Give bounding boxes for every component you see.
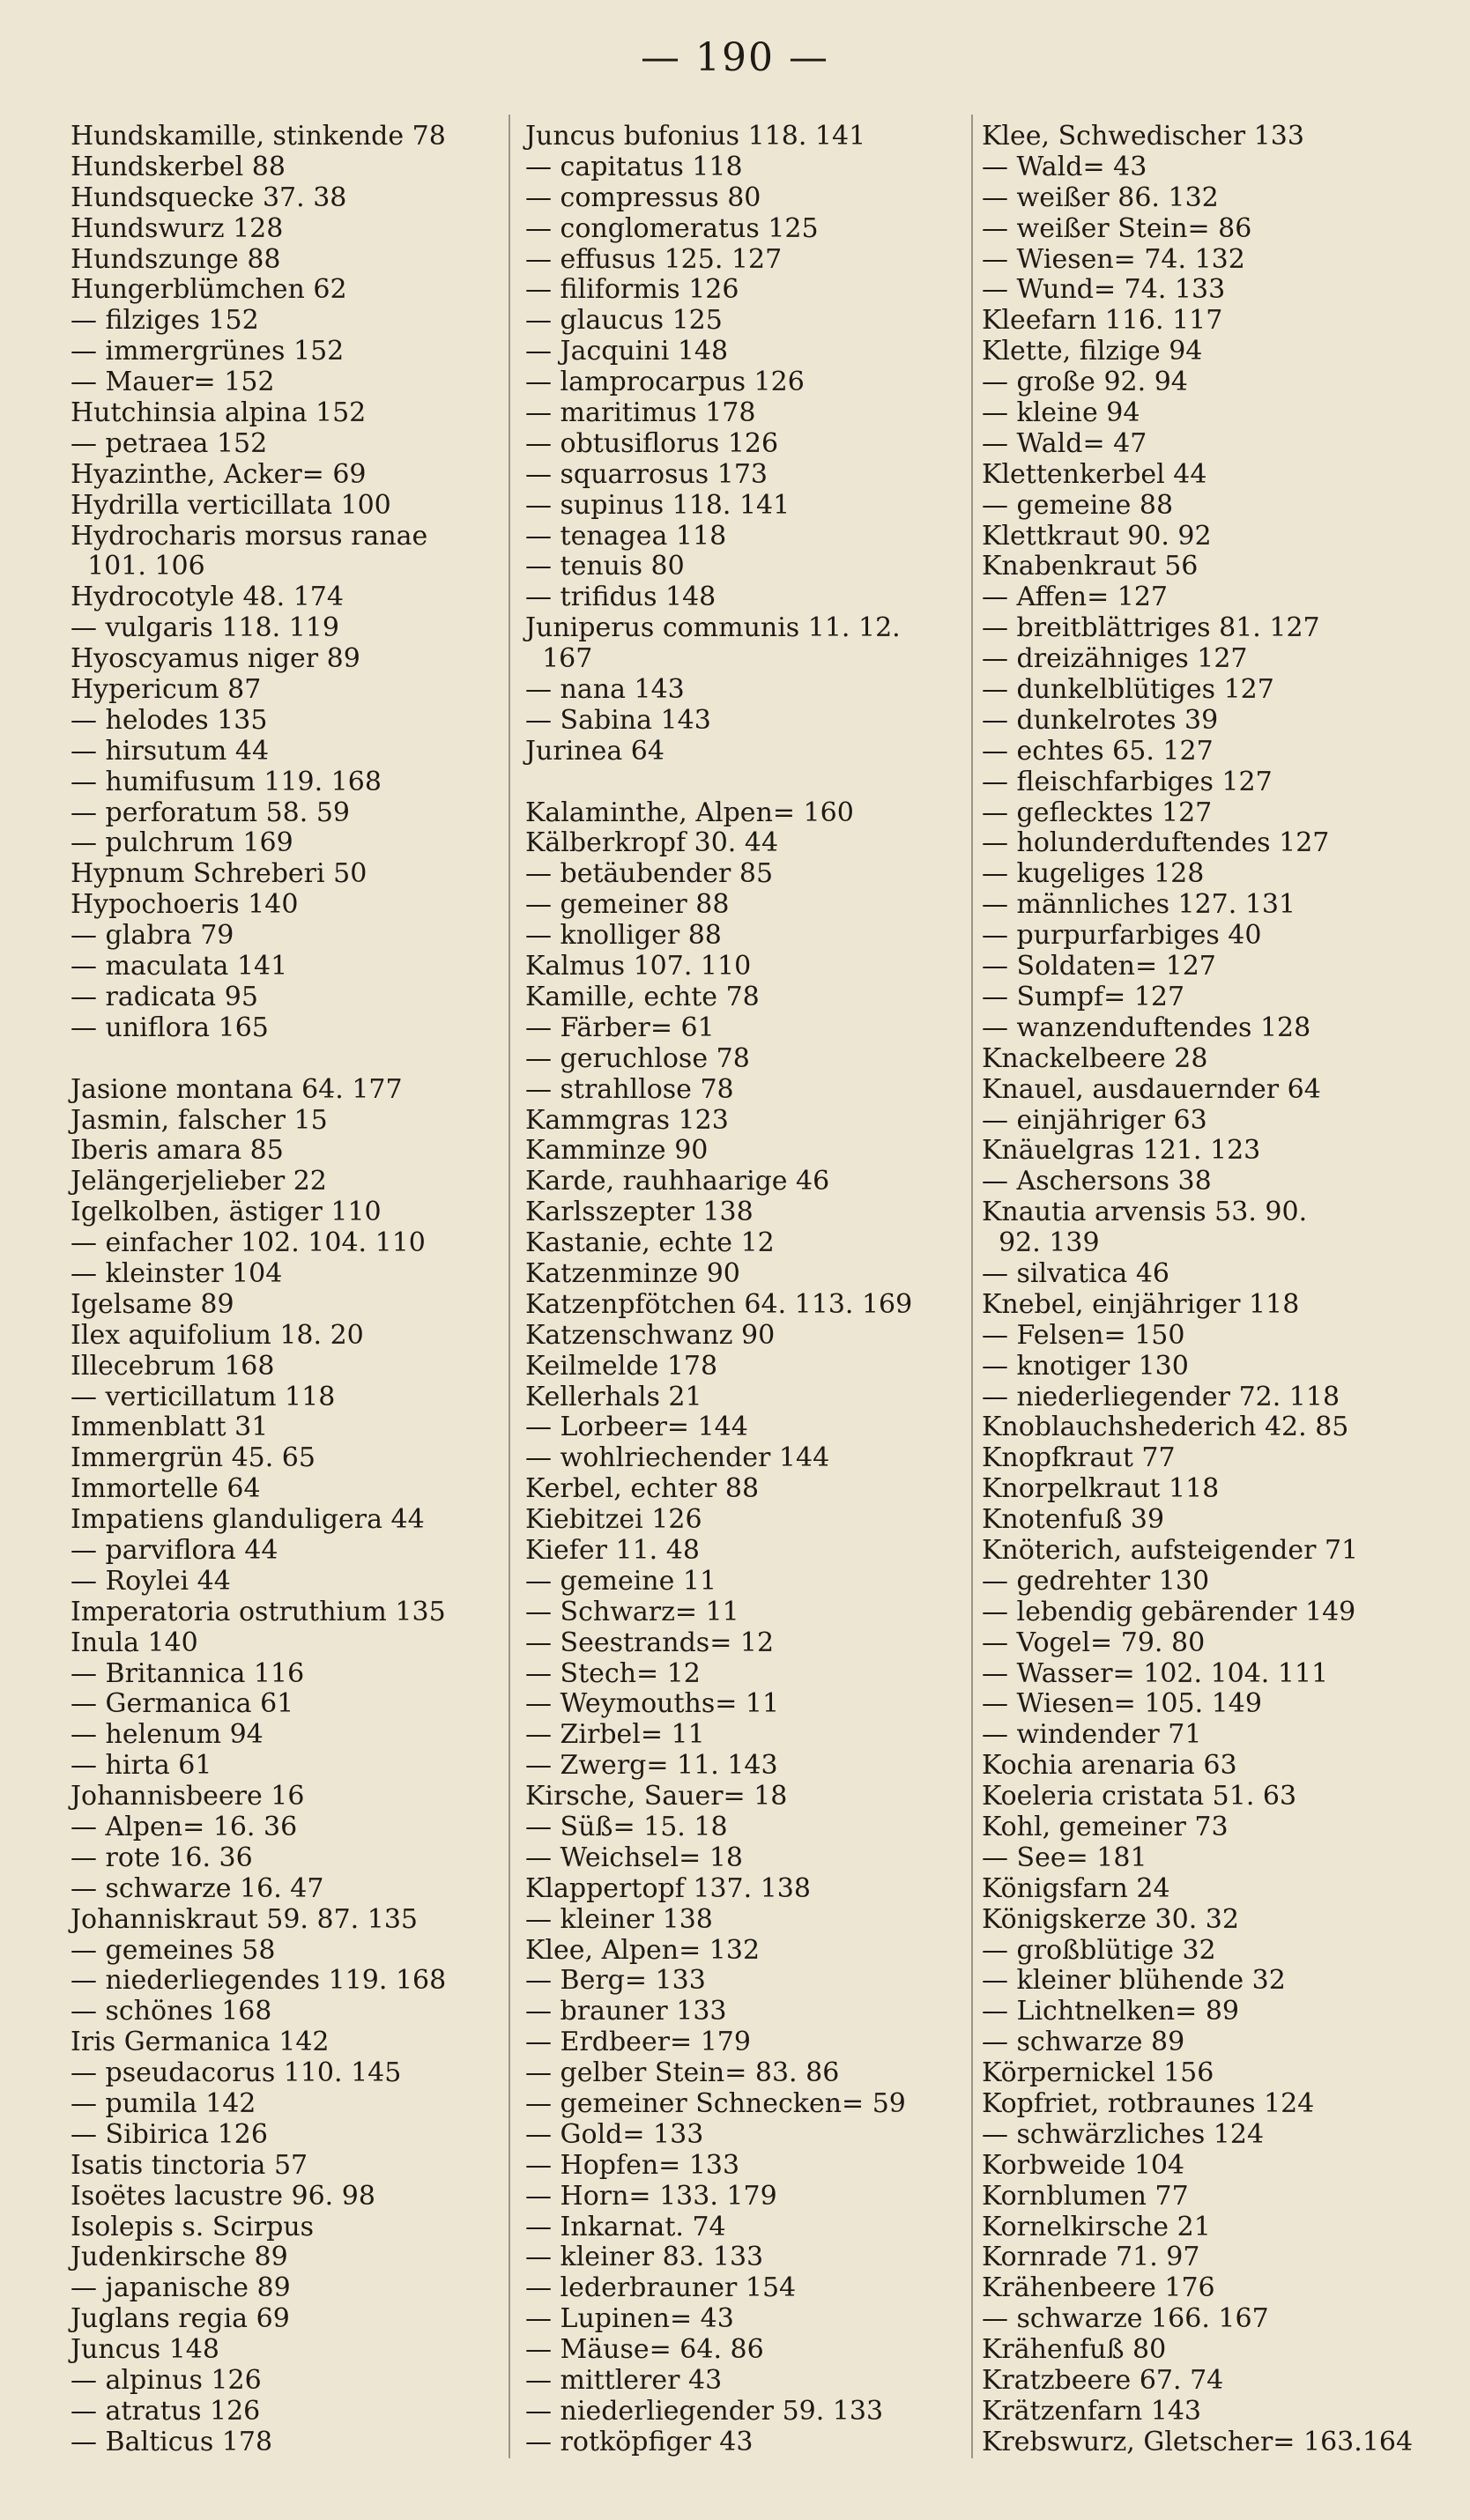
index-entry: — lebendig gebärender 149 bbox=[982, 1596, 1356, 1627]
index-entry: — conglomeratus 125 bbox=[525, 212, 819, 244]
index-entry: — petraea 152 bbox=[71, 427, 268, 459]
index-entry: Königsfarn 24 bbox=[982, 1872, 1170, 1904]
index-entry: — tenagea 118 bbox=[525, 520, 727, 552]
index-entry: — Affen= 127 bbox=[982, 582, 1168, 613]
index-entry: — alpinus 126 bbox=[71, 2365, 262, 2397]
index-entry: — große 92. 94 bbox=[982, 367, 1188, 398]
index-entry: — geflecktes 127 bbox=[982, 797, 1213, 828]
index-entry: — gemeines 58 bbox=[71, 1934, 276, 1966]
index-entry: — atratus 126 bbox=[71, 2395, 261, 2427]
index-entry: Igelkolben, ästiger 110 bbox=[71, 1197, 382, 1228]
index-entry: Hydrilla verticillata 100 bbox=[71, 489, 391, 521]
index-entry: — glabra 79 bbox=[71, 920, 234, 952]
index-entry: — helenum 94 bbox=[71, 1719, 264, 1751]
index-entry: — schwärzliches 124 bbox=[982, 2118, 1265, 2150]
index-entry: — See= 181 bbox=[982, 1842, 1147, 1873]
index-entry: Knabenkraut 56 bbox=[982, 551, 1199, 582]
index-entry: Kalmus 107. 110 bbox=[525, 951, 752, 982]
index-entry: 92. 139 bbox=[982, 1227, 1100, 1259]
index-entry: Kastanie, echte 12 bbox=[525, 1227, 775, 1259]
section-gap bbox=[71, 1044, 511, 1075]
index-entry: Hundswurz 128 bbox=[71, 212, 284, 244]
index-entry: — filiformis 126 bbox=[525, 274, 739, 306]
index-entry: Impatiens glanduligera 44 bbox=[71, 1504, 425, 1536]
index-column-3 bbox=[982, 122, 1440, 2458]
index-entry: — einfacher 102. 104. 110 bbox=[71, 1227, 426, 1259]
index-entry: Kratzbeere 67. 74 bbox=[982, 2365, 1224, 2397]
index-entry: Katzenminze 90 bbox=[525, 1257, 740, 1289]
index-entry: Korbweide 104 bbox=[982, 2149, 1184, 2181]
index-entry: — Lichtnelken= 89 bbox=[982, 1996, 1240, 2027]
index-entry: — dreizähniges 127 bbox=[982, 643, 1248, 675]
index-entry: Judenkirsche 89 bbox=[71, 2242, 288, 2273]
index-entry: — Zwerg= 11. 143 bbox=[525, 1750, 778, 1782]
index-entry: — schwarze 166. 167 bbox=[982, 2303, 1269, 2335]
index-entry: Krätzenfarn 143 bbox=[982, 2395, 1202, 2427]
index-entry: — perforatum 58. 59 bbox=[71, 797, 351, 828]
index-entry: Isolepis s. Scirpus bbox=[71, 2211, 315, 2242]
index-entry: Kohl, gemeiner 73 bbox=[982, 1811, 1229, 1842]
index-entry: — capitatus 118 bbox=[525, 151, 743, 182]
index-entry: Karlsszepter 138 bbox=[525, 1197, 754, 1228]
index-entry: — gemeine 88 bbox=[982, 489, 1174, 521]
index-entry: Knautia arvensis 53. 90. bbox=[982, 1197, 1308, 1228]
index-entry: Juncus 148 bbox=[71, 2334, 219, 2366]
index-entry: Juncus bufonius 118. 141 bbox=[525, 121, 866, 152]
index-entry: — Weichsel= 18 bbox=[525, 1842, 743, 1873]
index-entry: — holunderduftendes 127 bbox=[982, 827, 1330, 859]
index-entry: — Roylei 44 bbox=[71, 1565, 231, 1597]
index-entry: Immergrün 45. 65 bbox=[71, 1442, 316, 1474]
index-entry: — wohlriechender 144 bbox=[525, 1442, 830, 1474]
index-entry: — Schwarz= 11 bbox=[525, 1596, 739, 1627]
index-entry: 167 bbox=[525, 643, 593, 675]
index-entry: — schwarze 89 bbox=[982, 2027, 1185, 2058]
index-entry: — helodes 135 bbox=[71, 704, 268, 736]
index-entry: Karde, rauhhaarige 46 bbox=[525, 1166, 830, 1197]
index-entry: — niederliegender 59. 133 bbox=[525, 2395, 884, 2427]
index-entry: — Balticus 178 bbox=[71, 2426, 273, 2457]
index-entry: Hydrocharis morsus ranae bbox=[71, 520, 428, 552]
index-entry: Hundsquecke 37. 38 bbox=[71, 182, 347, 213]
index-entry: — fleischfarbiges 127 bbox=[982, 766, 1273, 797]
index-entry: Klettenkerbel 44 bbox=[982, 458, 1207, 490]
index-entry: Immortelle 64 bbox=[71, 1473, 261, 1505]
index-entry: — pumila 142 bbox=[71, 2088, 256, 2119]
index-entry: — Britannica 116 bbox=[71, 1657, 305, 1689]
index-entry: — supinus 118. 141 bbox=[525, 489, 791, 521]
index-entry: Kamminze 90 bbox=[525, 1135, 709, 1167]
index-entry: Hyazinthe, Acker= 69 bbox=[71, 458, 367, 490]
index-entry: — maculata 141 bbox=[71, 951, 288, 982]
index-entry: — weißer 86. 132 bbox=[982, 182, 1219, 213]
index-entry: — Zirbel= 11 bbox=[525, 1719, 705, 1751]
index-entry: Jasmin, falscher 15 bbox=[71, 1104, 328, 1136]
index-entry: — gemeiner 88 bbox=[525, 889, 730, 921]
index-entry: Knackelbeere 28 bbox=[982, 1042, 1208, 1074]
index-entry: Knauel, ausdauernder 64 bbox=[982, 1073, 1321, 1105]
index-entry: Hutchinsia alpina 152 bbox=[71, 397, 367, 429]
index-entry: — vulgaris 118. 119 bbox=[71, 612, 339, 644]
index-entry: Immenblatt 31 bbox=[71, 1412, 269, 1443]
index-entry: — tenuis 80 bbox=[525, 551, 685, 582]
index-entry: Kiebitzei 126 bbox=[525, 1504, 702, 1536]
index-entry: Isatis tinctoria 57 bbox=[71, 2149, 308, 2181]
index-entry: Hydrocotyle 48. 174 bbox=[71, 582, 344, 613]
index-entry: — filziges 152 bbox=[71, 305, 259, 337]
index-entry: Kellerhals 21 bbox=[525, 1381, 702, 1412]
index-entry: Kamille, echte 78 bbox=[525, 981, 760, 1012]
index-entry: 101. 106 bbox=[71, 551, 205, 582]
index-entry: Hypnum Schreberi 50 bbox=[71, 858, 368, 890]
index-entry: — breitblättriges 81. 127 bbox=[982, 612, 1320, 644]
index-entry: — effusus 125. 127 bbox=[525, 243, 783, 275]
index-entry: Inula 140 bbox=[71, 1627, 198, 1658]
index-entry: — Wald= 43 bbox=[982, 151, 1147, 182]
index-entry: — kleinster 104 bbox=[71, 1257, 283, 1289]
index-entry: — Wiesen= 105. 149 bbox=[982, 1688, 1262, 1720]
index-entry: — kugeliges 128 bbox=[982, 858, 1205, 890]
section-gap bbox=[525, 767, 966, 798]
index-entry: Kornrade 71. 97 bbox=[982, 2242, 1200, 2273]
index-entry: Igelsame 89 bbox=[71, 1288, 234, 1320]
index-entry: — kleiner 138 bbox=[525, 1903, 713, 1935]
index-entry: — Lorbeer= 144 bbox=[525, 1412, 748, 1443]
index-entry: — betäubender 85 bbox=[525, 858, 774, 890]
index-entry: Klee, Schwedischer 133 bbox=[982, 121, 1304, 152]
index-entry: — lederbrauner 154 bbox=[525, 2272, 797, 2304]
index-entry: — knolliger 88 bbox=[525, 920, 722, 952]
index-entry: Katzenschwanz 90 bbox=[525, 1319, 776, 1351]
index-entry: — Wasser= 102. 104. 111 bbox=[982, 1657, 1329, 1689]
index-entry: Kochia arenaria 63 bbox=[982, 1750, 1237, 1782]
index-entry: Hypochoeris 140 bbox=[71, 889, 299, 921]
index-entry: — purpurfarbiges 40 bbox=[982, 920, 1262, 952]
index-entry: — gelber Stein= 83. 86 bbox=[525, 2057, 840, 2089]
index-entry: Illecebrum 168 bbox=[71, 1350, 275, 1382]
index-entry: Krähenfuß 80 bbox=[982, 2334, 1167, 2366]
index-entry: Koeleria cristata 51. 63 bbox=[982, 1781, 1297, 1812]
index-entry: Isoëtes lacustre 96. 98 bbox=[71, 2180, 375, 2212]
index-entry: — hirta 61 bbox=[71, 1750, 212, 1782]
index-entry: Kopfriet, rotbraunes 124 bbox=[982, 2088, 1315, 2119]
index-entry: — männliches 127. 131 bbox=[982, 889, 1296, 921]
index-entry: Knöterich, aufsteigender 71 bbox=[982, 1534, 1359, 1566]
index-entry: — Jacquini 148 bbox=[525, 336, 729, 367]
index-entry: — niederliegender 72. 118 bbox=[982, 1381, 1340, 1412]
index-entry: — parviflora 44 bbox=[71, 1534, 278, 1566]
index-entry: Klette, filzige 94 bbox=[982, 336, 1203, 367]
index-entry: Klettkraut 90. 92 bbox=[982, 520, 1212, 552]
index-entry: — japanische 89 bbox=[71, 2272, 291, 2304]
index-entry: — trifidus 148 bbox=[525, 582, 716, 613]
index-entry: Imperatoria ostruthium 135 bbox=[71, 1596, 446, 1627]
page-number: — 190 — bbox=[641, 35, 829, 80]
index-entry: Kälberkropf 30. 44 bbox=[525, 827, 779, 859]
index-entry: — pulchrum 169 bbox=[71, 827, 293, 859]
index-entry: — rote 16. 36 bbox=[71, 1842, 253, 1873]
index-entry: — schönes 168 bbox=[71, 1996, 272, 2027]
index-entry: — strahllose 78 bbox=[525, 1073, 734, 1105]
index-entry: — Alpen= 16. 36 bbox=[71, 1811, 298, 1842]
index-entry: — humifusum 119. 168 bbox=[71, 766, 382, 797]
index-entry: Knäuelgras 121. 123 bbox=[982, 1135, 1261, 1167]
index-entry: — niederliegendes 119. 168 bbox=[71, 1965, 447, 1997]
index-entry: — Berg= 133 bbox=[525, 1965, 706, 1997]
index-entry: Juniperus communis 11. 12. bbox=[525, 612, 901, 644]
index-entry: — glaucus 125 bbox=[525, 305, 723, 337]
index-column-2 bbox=[525, 122, 966, 2458]
index-entry: — Sibirica 126 bbox=[71, 2118, 268, 2150]
index-entry: — Weymouths= 11 bbox=[525, 1688, 780, 1720]
index-entry: Körpernickel 156 bbox=[982, 2057, 1214, 2089]
index-entry: — compressus 80 bbox=[525, 182, 761, 213]
index-entry: — Wald= 47 bbox=[982, 427, 1147, 459]
index-entry: — Stech= 12 bbox=[525, 1657, 701, 1689]
index-entry: — Inkarnat. 74 bbox=[525, 2211, 726, 2242]
index-entry: — squarrosus 173 bbox=[525, 458, 768, 490]
index-entry: Johannisbeere 16 bbox=[71, 1781, 305, 1812]
index-entry: — silvatica 46 bbox=[982, 1257, 1170, 1289]
index-entry: — Vogel= 79. 80 bbox=[982, 1627, 1206, 1658]
index-entry: Krähenbeere 176 bbox=[982, 2272, 1215, 2304]
index-entry: — Färber= 61 bbox=[525, 1012, 715, 1043]
index-entry: Klee, Alpen= 132 bbox=[525, 1934, 761, 1966]
index-entry: — Sabina 143 bbox=[525, 704, 711, 736]
index-entry: — uniflora 165 bbox=[71, 1012, 269, 1043]
index-entry: Kornelkirsche 21 bbox=[982, 2211, 1211, 2242]
index-entry: Katzenpfötchen 64. 113. 169 bbox=[525, 1288, 913, 1320]
index-entry: Kalaminthe, Alpen= 160 bbox=[525, 797, 854, 828]
index-entry: Hyoscyamus niger 89 bbox=[71, 643, 360, 675]
index-column-1 bbox=[71, 122, 511, 2458]
index-entry: — geruchlose 78 bbox=[525, 1042, 750, 1074]
index-entry: Ilex aquifolium 18. 20 bbox=[71, 1319, 364, 1351]
index-entry: Königskerze 30. 32 bbox=[982, 1903, 1239, 1935]
index-entry: — kleiner blühende 32 bbox=[982, 1965, 1286, 1997]
index-entry: Klappertopf 137. 138 bbox=[525, 1872, 811, 1904]
index-entry: — hirsutum 44 bbox=[71, 735, 270, 767]
index-entry: — Seestrands= 12 bbox=[525, 1627, 775, 1658]
index-entry: Juglans regia 69 bbox=[71, 2303, 290, 2335]
index-entry: Krebswurz, Gletscher= 163.164 bbox=[982, 2426, 1414, 2457]
index-entry: Iberis amara 85 bbox=[71, 1135, 284, 1167]
index-entry: — brauner 133 bbox=[525, 1996, 727, 2027]
index-entry: — gedrehter 130 bbox=[982, 1565, 1210, 1597]
index-entry: — maritimus 178 bbox=[525, 397, 756, 429]
index-entry: — pseudacorus 110. 145 bbox=[71, 2057, 402, 2089]
index-entry: — kleine 94 bbox=[982, 397, 1140, 429]
index-entry: — schwarze 16. 47 bbox=[71, 1872, 324, 1904]
index-entry: — immergrünes 152 bbox=[71, 336, 345, 367]
index-entry: — Gold= 133 bbox=[525, 2118, 704, 2150]
index-entry: Hypericum 87 bbox=[71, 674, 262, 706]
index-entry: — Soldaten= 127 bbox=[982, 951, 1216, 982]
index-entry: Hundskamille, stinkende 78 bbox=[71, 121, 446, 152]
index-entry: Jasione montana 64. 177 bbox=[71, 1073, 403, 1105]
index-entry: — dunkelrotes 39 bbox=[982, 704, 1219, 736]
index-entry: — mittlerer 43 bbox=[525, 2365, 723, 2397]
index-entry: — Süß= 15. 18 bbox=[525, 1811, 728, 1842]
index-entry: Knopfkraut 77 bbox=[982, 1442, 1176, 1474]
index-entry: — gemeine 11 bbox=[525, 1565, 717, 1597]
index-entry: — großblütige 32 bbox=[982, 1934, 1216, 1966]
index-entry: Kleefarn 116. 117 bbox=[982, 305, 1223, 337]
index-entry: — Horn= 133. 179 bbox=[525, 2180, 777, 2212]
index-entry: Jelängerjelieber 22 bbox=[71, 1166, 327, 1197]
index-entry: Knoblauchshederich 42. 85 bbox=[982, 1412, 1349, 1443]
index-entry: — Mäuse= 64. 86 bbox=[525, 2334, 764, 2366]
index-entry: — wanzenduftendes 128 bbox=[982, 1012, 1311, 1043]
index-entry: — gemeiner Schnecken= 59 bbox=[525, 2088, 906, 2119]
index-entry: Knorpelkraut 118 bbox=[982, 1473, 1220, 1505]
index-entry: — Wiesen= 74. 132 bbox=[982, 243, 1245, 275]
index-entry: — Germanica 61 bbox=[71, 1688, 294, 1720]
index-entry: Jurinea 64 bbox=[525, 735, 664, 767]
index-entry: — Wund= 74. 133 bbox=[982, 274, 1226, 306]
index-entry: — Erdbeer= 179 bbox=[525, 2027, 751, 2058]
index-entry: — windender 71 bbox=[982, 1719, 1202, 1751]
index-entry: Kornblumen 77 bbox=[982, 2180, 1189, 2212]
index-entry: Keilmelde 178 bbox=[525, 1350, 718, 1382]
index-entry: — Aschersons 38 bbox=[982, 1166, 1212, 1197]
index-entry: Knebel, einjähriger 118 bbox=[982, 1288, 1300, 1320]
index-entry: — kleiner 83. 133 bbox=[525, 2242, 764, 2273]
index-entry: — einjähriger 63 bbox=[982, 1104, 1207, 1136]
index-entry: — Felsen= 150 bbox=[982, 1319, 1185, 1351]
index-entry: — Lupinen= 43 bbox=[525, 2303, 734, 2335]
index-entry: — lamprocarpus 126 bbox=[525, 367, 805, 398]
column-rule bbox=[971, 115, 973, 2458]
index-entry: — radicata 95 bbox=[71, 981, 258, 1012]
index-entry: Hundskerbel 88 bbox=[71, 151, 286, 182]
index-entry: — dunkelblütiges 127 bbox=[982, 674, 1274, 706]
index-entry: — Mauer= 152 bbox=[71, 367, 275, 398]
index-entry: Hungerblümchen 62 bbox=[71, 274, 347, 306]
index-entry: — Sumpf= 127 bbox=[982, 981, 1185, 1012]
index-entry: — nana 143 bbox=[525, 674, 685, 706]
index-entry: Kerbel, echter 88 bbox=[525, 1473, 760, 1505]
index-entry: — knotiger 130 bbox=[982, 1350, 1189, 1382]
index-entry: — weißer Stein= 86 bbox=[982, 212, 1252, 244]
index-entry: Hundszunge 88 bbox=[71, 243, 281, 275]
index-entry: Kammgras 123 bbox=[525, 1104, 729, 1136]
index-entry: Knotenfuß 39 bbox=[982, 1504, 1165, 1536]
index-entry: Kirsche, Sauer= 18 bbox=[525, 1781, 788, 1812]
index-entry: Kiefer 11. 48 bbox=[525, 1534, 700, 1566]
index-entry: — echtes 65. 127 bbox=[982, 735, 1214, 767]
index-entry: — verticillatum 118 bbox=[71, 1381, 336, 1412]
index-entry: Iris Germanica 142 bbox=[71, 2027, 330, 2058]
index-entry: Johanniskraut 59. 87. 135 bbox=[71, 1903, 418, 1935]
index-entry: — rotköpfiger 43 bbox=[525, 2426, 754, 2457]
index-entry: — Hopfen= 133 bbox=[525, 2149, 740, 2181]
index-entry: — obtusiflorus 126 bbox=[525, 427, 779, 459]
